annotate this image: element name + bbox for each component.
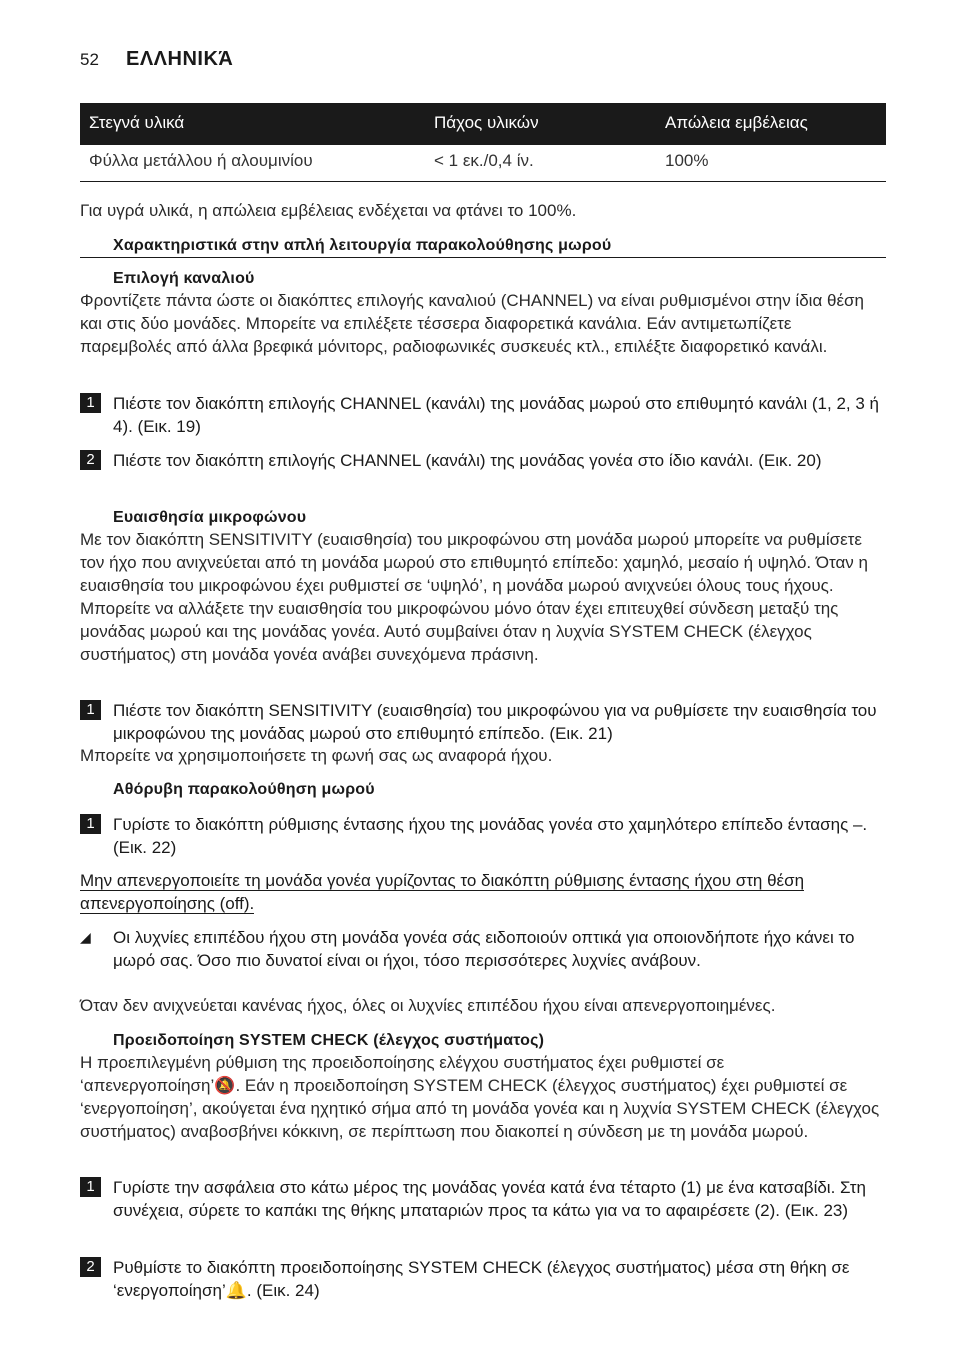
step-text: Γυρίστε την ασφάλεια στο κάτω μέρος της μονάδας γονέα κατά ένα τέταρτο (1) με ένα κατσαβίδι. Στη συνέχεια, σύρετε το καπάκι της θήκης μπαταριών προς τα κάτω για να το αφαιρέσετε (2). (Εικ. 23): [113, 1178, 866, 1220]
step-text: Πιέστε τον διακόπτη SENSITIVITY (ευαισθησία) του μικροφώνου για να ρυθμίσετε την ευαισθησία του μικροφώνου της μονάδας μωρού στο επιθυμητό επίπεδο. (Εικ. 21): [113, 701, 877, 743]
sensitivity-body: Με τον διακόπτη SENSITIVITY (ευαισθησία) του μικροφώνου στη μονάδα μωρού μπορείτε να ρυθμίσετε τον ήχο που ανιχνεύεται από τη μονάδα μωρού στο επιθυμητό επίπεδο: χαμηλό, μεσαίο ή υψηλό. Όταν η ευαισθησία του μικροφώνου έχει ρυθμιστεί σε ‘υψηλό’, η μονάδα μωρού ανιχνεύει όλους τους ήχους. Μπορείτε να αλλάξετε την ευαισθησία του μικροφώνου μόνο όταν έχει επιτευχθεί σύνδεση μεταξύ της μονάδας μωρού και της μονάδας γονέα. Αυτό συμβαίνει όταν η λυχνία SYSTEM CHECK (έλεγχος συστήματος) στη μονάδα γονέα ανάβει συνεχόμενα πράσινη.: [80, 530, 868, 664]
bullet-arrow-icon: ◢: [80, 929, 91, 945]
step-text: Πιέστε τον διακόπτη επιλογής CHANNEL (κανάλι) της μονάδας μωρού στο επιθυμητό κανάλι (1, 2, 3 ή 4). (Εικ. 19): [113, 394, 879, 436]
step-text: Γυρίστε το διακόπτη ρύθμισης έντασης ήχου της μονάδας γονέα στο χαμηλότερο επίπεδο έντασης –. (Εικ. 22): [113, 815, 868, 857]
step-number-badge: 1: [80, 1177, 101, 1197]
bullet-text: Οι λυχνίες επιπέδου ήχου στη μονάδα γονέα σάς ειδοποιούν οπτικά για οποιονδήποτε ήχο κάνει το μωρό σας. Όσο πιο δυνατοί είναι οι ήχοι, τόσο περισσότερες λυχνίες ανάβουν.: [113, 928, 855, 970]
warning-text: Μην απενεργοποιείτε τη μονάδα γονέα γυρίζοντας το διακόπτη ρύθμισης έντασης ήχου στη θέση απενεργοποίησης (off).: [80, 871, 805, 913]
system-check-heading: Προειδοποίηση SYSTEM CHECK (έλεγχος συστήματος): [113, 1032, 545, 1049]
table-cell: < 1 εκ./0,4 ίν.: [434, 151, 534, 170]
step-number-badge: 2: [80, 1257, 101, 1277]
silent-note: Όταν δεν ανιχνεύεται κανένας ήχος, όλες οι λυχνίες επιπέδου ήχου είναι απενεργοποιημένες.: [80, 996, 776, 1015]
silent-warning: [80, 869, 886, 915]
step-text: Ρυθμίστε το διακόπτη προειδοποίησης SYSTEM CHECK (έλεγχος συστήματος) μέσα στη θήκη σε ‘ενεργοποίηση’🔔. (Εικ. 24): [113, 1258, 850, 1300]
table-cell: Φύλλα μετάλλου ή αλουμινίου: [89, 151, 313, 170]
table-row: [80, 145, 886, 182]
sensitivity-note: Μπορείτε να χρησιμοποιήσετε τη φωνή σας ως αναφορά ήχου.: [80, 746, 553, 765]
silent-heading: Αθόρυβη παρακολούθηση μωρού: [113, 781, 375, 798]
channel-heading: Επιλογή καναλιού: [113, 270, 255, 287]
step-number-badge: 1: [80, 814, 101, 834]
step-number-badge: 1: [80, 700, 101, 720]
section-divider: [80, 257, 886, 258]
sensitivity-heading: Ευαισθησία μικροφώνου: [113, 509, 307, 526]
step-text: Πιέστε τον διακόπτη επιλογής CHANNEL (κανάλι) της μονάδας γονέα στο ίδιο κανάλι. (Εικ. 20): [113, 451, 822, 470]
table-cell: 100%: [665, 151, 709, 170]
table-header-cell: Πάχος υλικών: [434, 113, 539, 132]
table-header-row: [80, 103, 886, 145]
system-check-body: Η προεπιλεγμένη ρύθμιση της προειδοποίησης ελέγχου συστήματος έχει ρυθμιστεί σε ‘απενεργοποίηση’🔕. Εάν η προειδοποίηση SYSTEM CHECK (έλεγχος συστήματος) έχει ρυθμιστεί σε ‘ενεργοποίηση’, ακούγεται ένα ηχητικό σήμα από τη μονάδα γονέα και η λυχνία SYSTEM CHECK (έλεγχος συστήματος) αναβοσβήνει κόκκινη, σε περίπτωση που διακοπεί η σύνδεση με τη μονάδα μωρού.: [80, 1053, 880, 1141]
wet-materials-note: Για υγρά υλικά, η απώλεια εμβέλειας ενδέχεται να φτάνει το 100%.: [80, 201, 577, 220]
table-header-cell: Στεγνά υλικά: [89, 113, 185, 132]
language-header: ΕΛΛΗΝΙΚΆ: [126, 48, 234, 70]
page-number: 52: [80, 50, 99, 69]
range-table: [80, 103, 886, 182]
table-header-cell: Απώλεια εμβέλειας: [665, 113, 808, 132]
section-title: Χαρακτηριστικά στην απλή λειτουργία παρακολούθησης μωρού: [113, 237, 612, 254]
step-number-badge: 1: [80, 393, 101, 413]
step-number-badge: 2: [80, 450, 101, 470]
channel-body: Φροντίζετε πάντα ώστε οι διακόπτες επιλογής καναλιού (CHANNEL) να είναι ρυθμισμένοι στην ίδια θέση και στις δύο μονάδες. Μπορείτε να επιλέξετε τέσσερα διαφορετικά κανάλια. Εάν αντιμετωπίζετε παρεμβολές από άλλα βρεφικά μόνιτορς, ραδιοφωνικές συσκευές κτλ., επιλέξτε διαφορετικό κανάλι.: [80, 291, 864, 356]
